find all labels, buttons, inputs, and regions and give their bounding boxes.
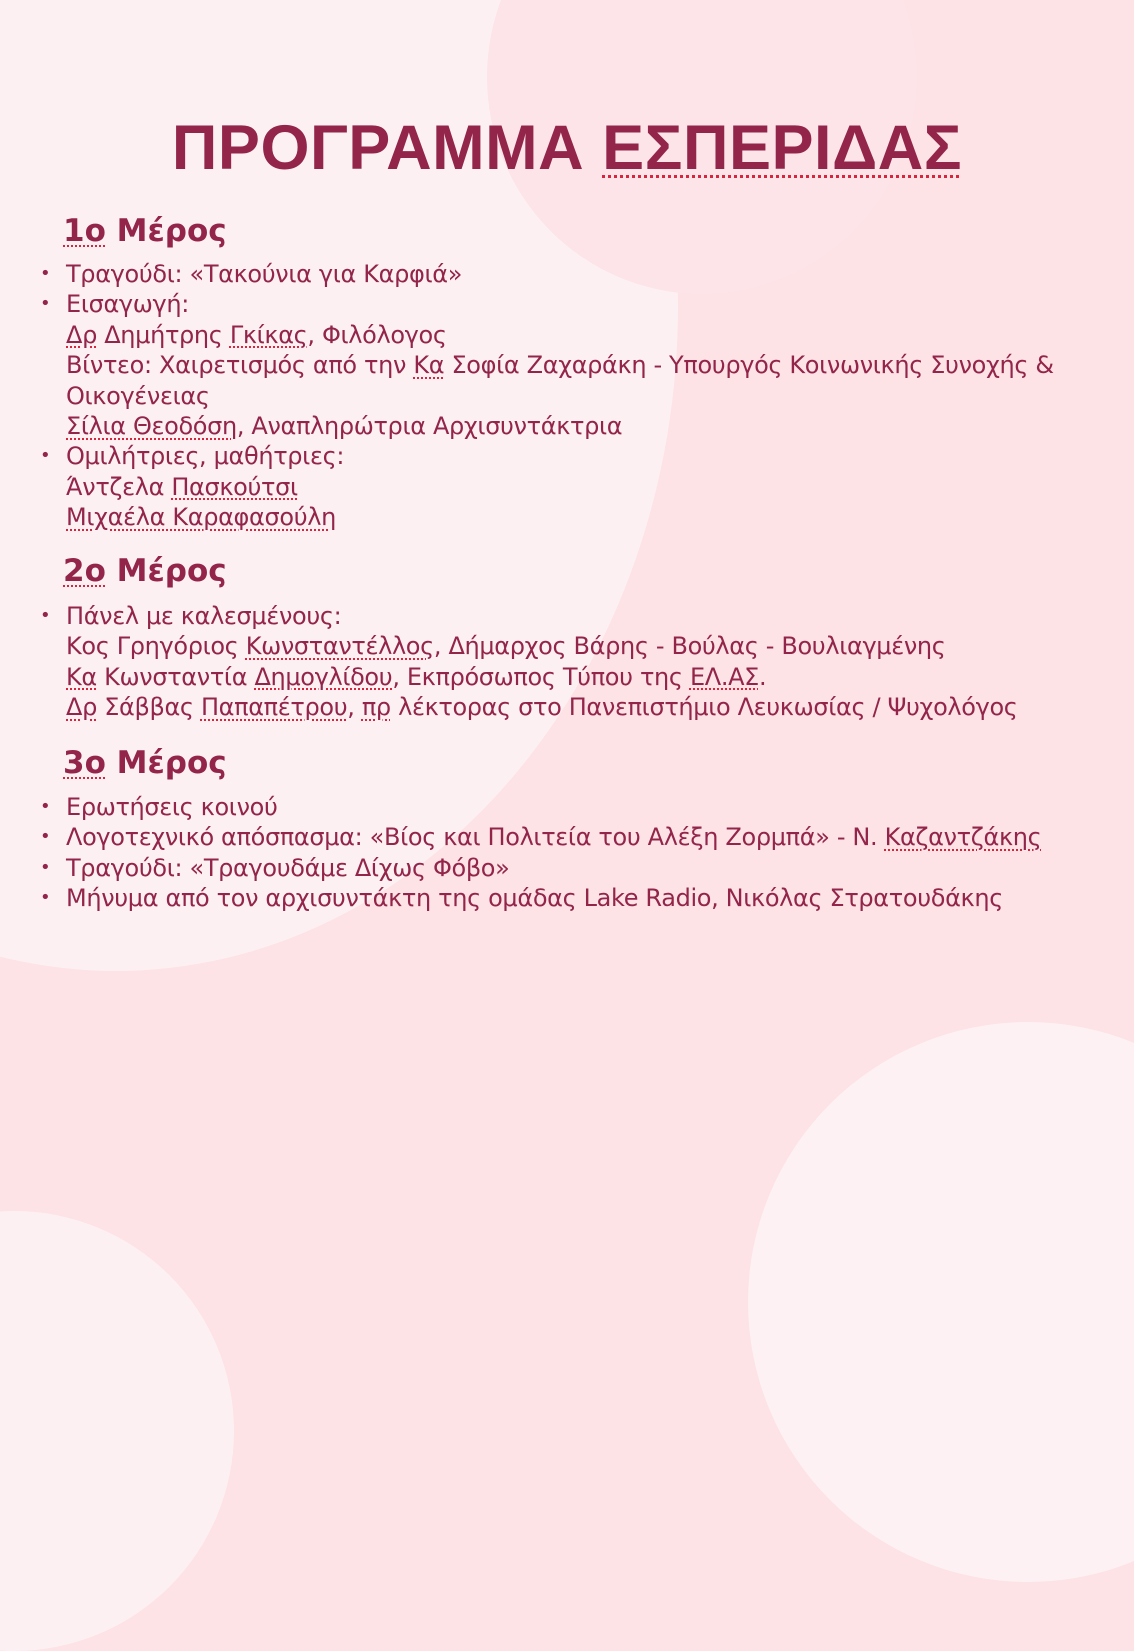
guest-2-end: . — [758, 662, 767, 691]
guest-2-abbr: ΕΛ.ΑΣ — [689, 662, 759, 691]
speaker-1-title: Δρ — [66, 320, 97, 349]
guest-2 — [40, 662, 1018, 692]
guest-1-name: Κος Γρηγόριος — [66, 632, 246, 661]
student-1 — [40, 472, 1054, 502]
speaker-1-name: Δημήτρης — [96, 320, 230, 349]
section-1-number: 1ο — [63, 213, 106, 249]
title-word-1: ΠΡΟΓΡΑΜΜΑ — [171, 113, 585, 183]
student-2-name: Μιχαέλα Καραφασούλη — [66, 503, 336, 532]
speaker-2-role: , Αναπληρώτρια Αρχισυντάκτρια — [236, 412, 623, 441]
guest-3-title: Δρ — [66, 693, 97, 722]
intro-label: Εισαγωγή: — [66, 290, 189, 319]
guest-1 — [40, 631, 1018, 661]
section-3-number: 3ο — [63, 745, 106, 781]
section-1-heading — [63, 211, 227, 251]
guest-3-surname: Παπαπέτρου — [200, 693, 348, 722]
list-item-message — [40, 883, 1041, 913]
list-item-song — [40, 259, 1054, 289]
guest-2-role: , Εκπρόσωπος Τύπου της — [392, 662, 690, 691]
guest-2-title: Κα — [66, 662, 97, 691]
list-item-qa — [40, 792, 1041, 822]
section-2-number: 2ο — [63, 553, 106, 589]
student-2 — [40, 502, 1054, 532]
background-circle-bottom-left — [0, 1211, 234, 1651]
list-item-song-2 — [40, 853, 1041, 883]
song-text: Τραγούδι: «Τακούνια για Καρφιά» — [66, 260, 463, 288]
student-1-surname: Πασκούτσι — [171, 472, 298, 501]
video-greeting-line2 — [40, 381, 1054, 411]
guest-3-sep: , — [347, 693, 362, 722]
speakers-label: Ομιλήτριες, μαθήτριες: — [66, 442, 345, 471]
guest-1-surname: Κωνσταντέλλος — [245, 632, 434, 661]
guest-1-role: , Δήμαρχος Βάρης - Βούλας - Βουλιαγμένης — [433, 632, 946, 661]
video-title-abbr: Κα — [413, 351, 445, 380]
guest-2-surname: Δημογλίδου — [254, 662, 393, 691]
background-circle-bottom-right — [748, 1022, 1134, 1582]
video-suffix: Σοφία Ζαχαράκη - Υπουργός Κοινωνικής Συνοχής & — [444, 351, 1054, 380]
speaker-2-name: Σίλια Θεοδόση — [66, 412, 237, 441]
excerpt-author: Καζαντζάκης — [884, 823, 1042, 852]
student-1-first: Άντζελα — [66, 472, 172, 501]
excerpt-text: Λογοτεχνικό απόσπασμα: «Βίος και Πολιτεία του Αλέξη Ζορμπά» - Ν. — [66, 823, 885, 852]
speaker-1 — [40, 320, 1054, 350]
section-2-list — [40, 601, 1018, 723]
page-title — [0, 108, 1134, 188]
section-1-list — [40, 259, 1054, 533]
section-2-heading — [63, 551, 227, 591]
song-2-text: Τραγούδι: «Τραγουδάμε Δίχως Φόβο» — [66, 853, 510, 882]
speaker-1-surname: Γκίκας — [229, 320, 308, 349]
title-word-2: ΕΣΠΕΡΙΔΑΣ — [602, 113, 963, 183]
section-3-list — [40, 792, 1041, 914]
section-2-word: Μέρος — [116, 553, 227, 589]
list-item-excerpt — [40, 822, 1041, 852]
guest-3 — [40, 692, 1018, 722]
guest-2-name: Κωνσταντία — [96, 662, 255, 691]
video-line2: Οικογένειας — [66, 381, 210, 410]
guest-3-name: Σάββας — [96, 693, 201, 722]
speaker-1-role: , Φιλόλογος — [307, 320, 447, 349]
list-item-speakers — [40, 441, 1054, 471]
video-prefix: Βίντεο: Χαιρετισμός από την — [66, 351, 414, 380]
list-item-intro — [40, 289, 1054, 319]
qa-text: Ερωτήσεις κοινού — [66, 793, 278, 821]
section-3-heading — [63, 743, 227, 783]
section-3-word: Μέρος — [116, 745, 227, 781]
video-greeting — [40, 350, 1054, 380]
speaker-2 — [40, 411, 1054, 441]
guest-3-abbr: πρ — [361, 693, 391, 722]
section-1-word: Μέρος — [116, 213, 227, 249]
message-text: Μήνυμα από τον αρχισυντάκτη της ομάδας Lake Radio, Νικόλας Στρατουδάκης — [66, 884, 1003, 913]
guest-3-role: λέκτορας στο Πανεπιστήμιο Λευκωσίας / Ψυχολόγος — [390, 693, 1018, 722]
list-item-panel — [40, 601, 1018, 631]
panel-label: Πάνελ με καλεσμένους: — [66, 602, 342, 630]
